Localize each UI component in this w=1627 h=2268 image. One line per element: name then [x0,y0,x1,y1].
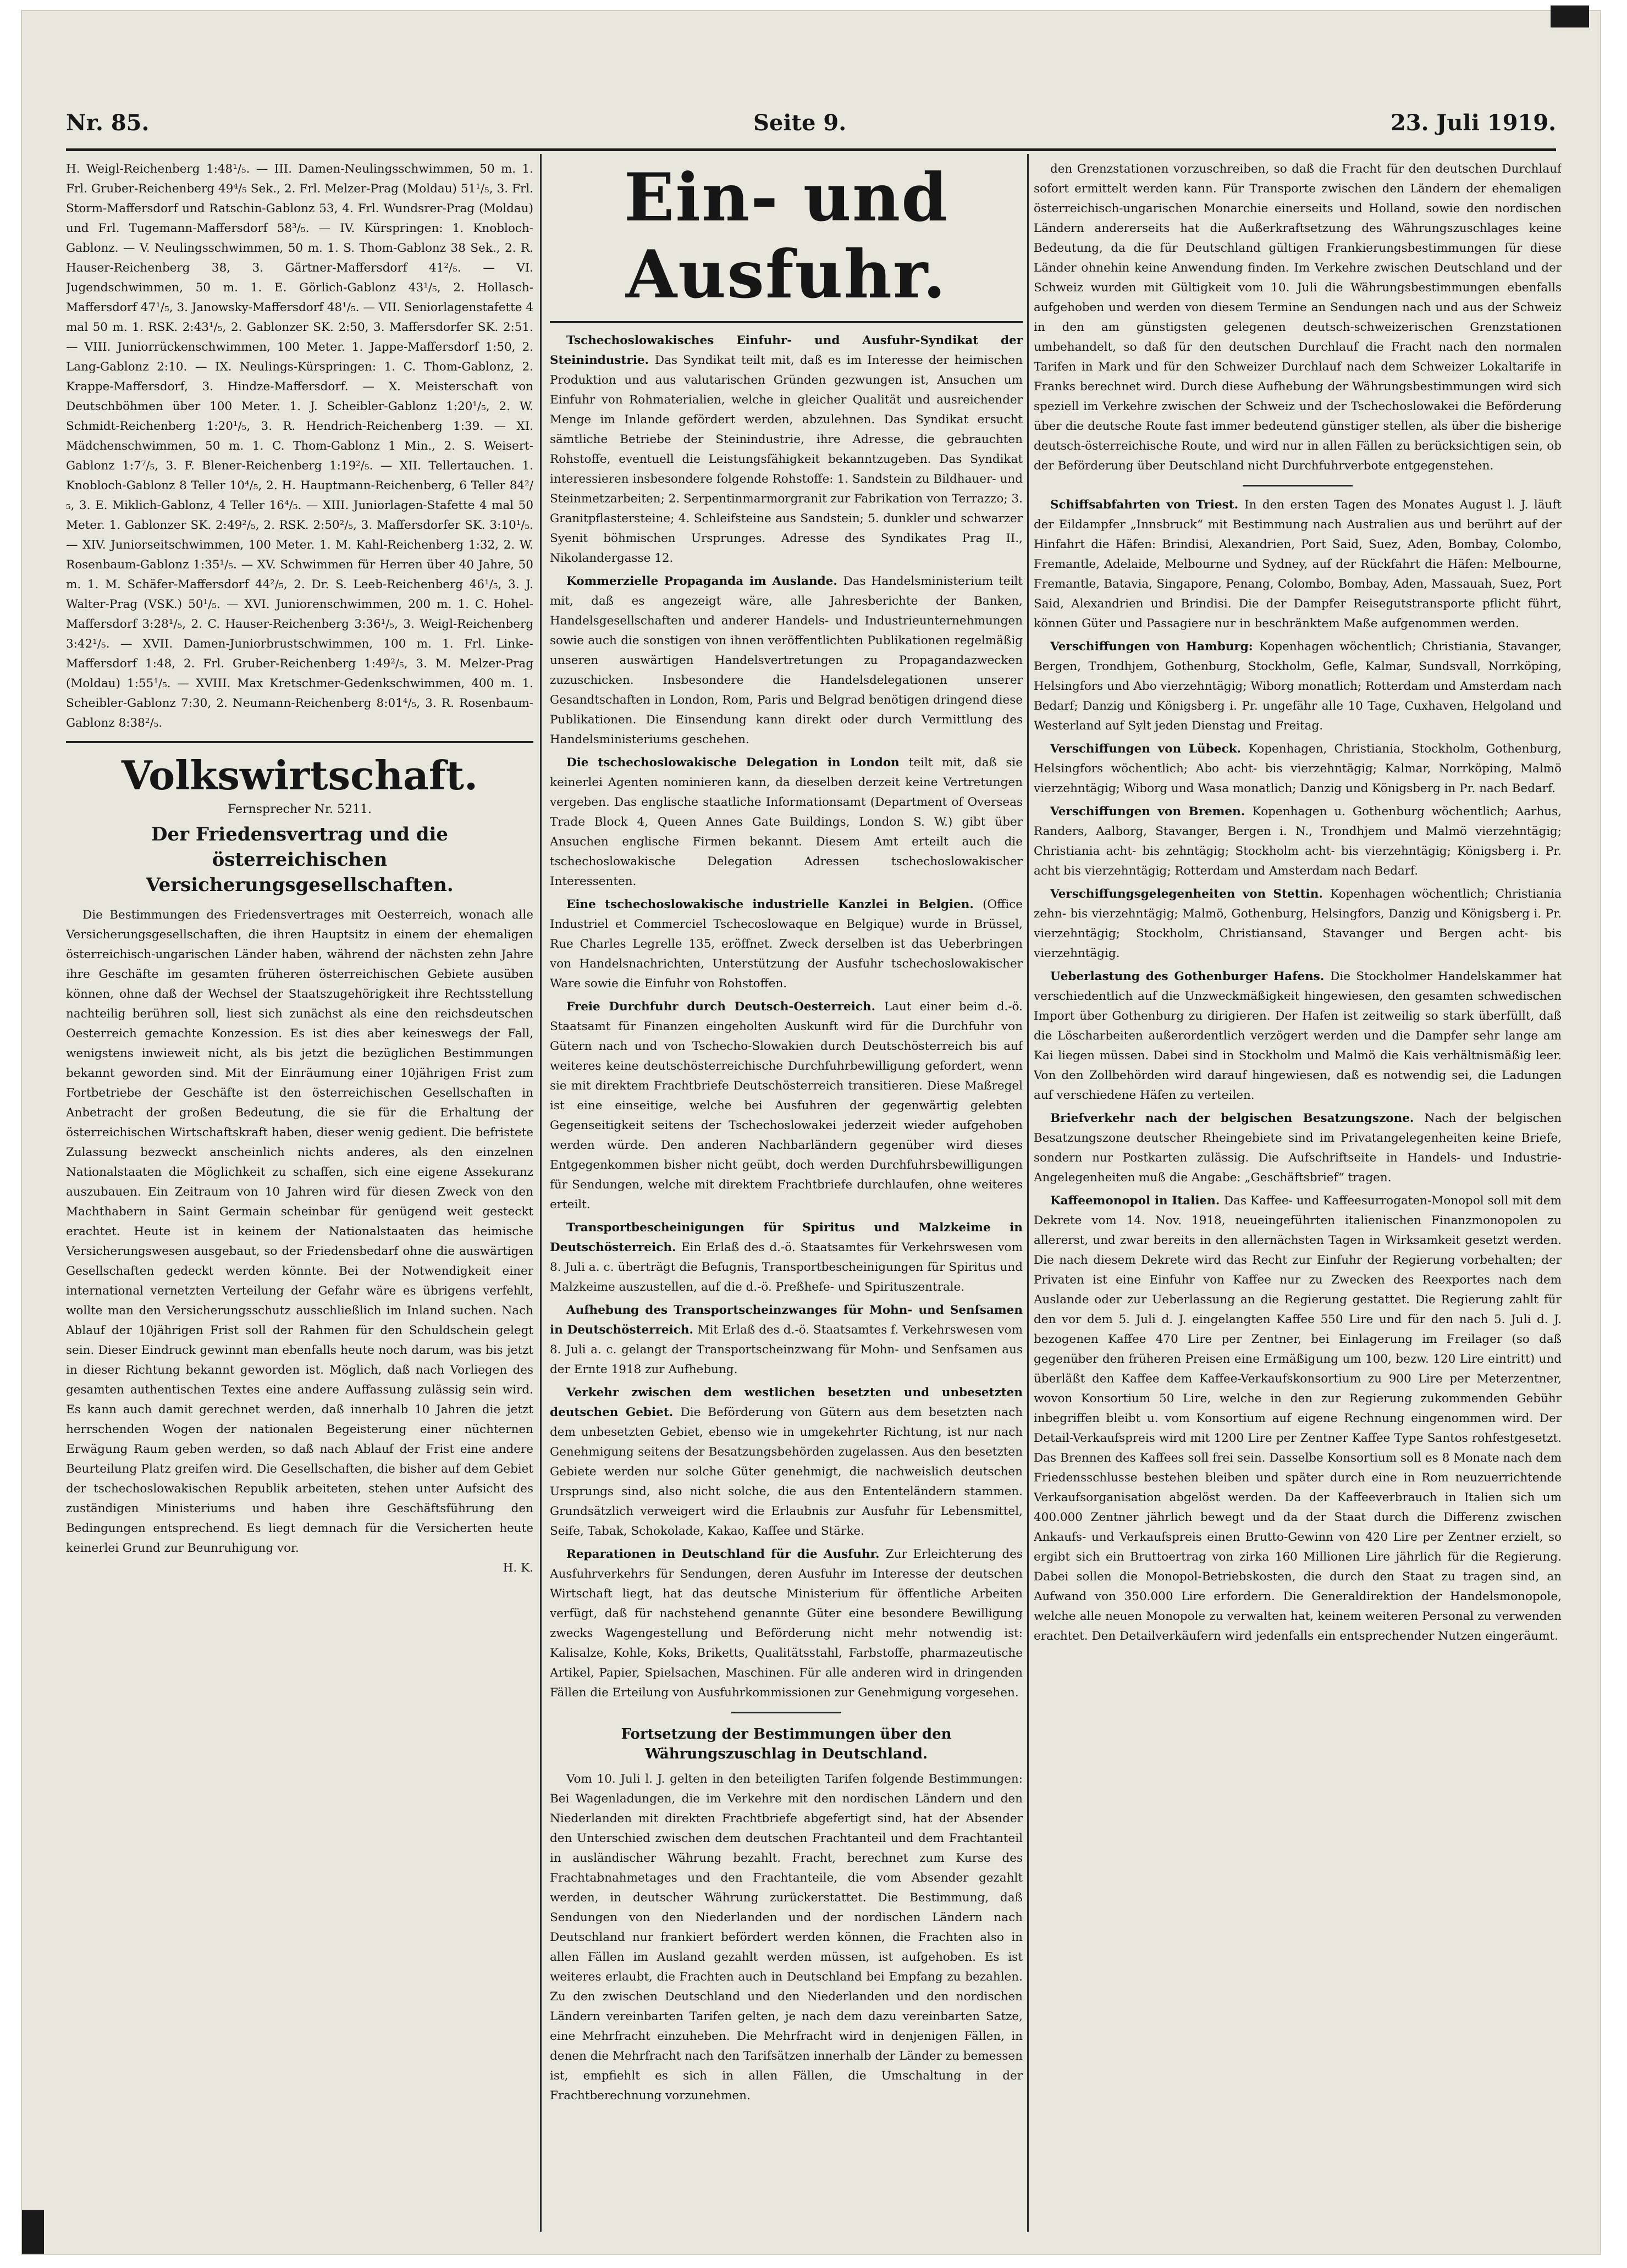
paragraph-lead: Kaffeemonopol in Italien. [1050,1194,1224,1208]
paragraph-lead: Verschiffungen von Lübeck. [1050,742,1249,756]
paragraph-lead: Die tschechoslowakische Delegation in London [566,756,909,770]
page-number: Seite 9. [753,110,847,136]
news-paragraph [1034,1109,1562,1188]
shipping-news-list [1034,495,1562,1646]
article-title: Fortsetzung der Bestimmungen über den Währungszuschlag in Deutschland. [621,1726,952,1762]
column-left [66,159,533,2232]
article-text: Die Bestimmungen des Friedensvertrages mit Oesterreich, wonach alle Versicherungsgesellschaften, die ihren Hauptsitz in einem der ehemaligen österreichisch-ungarischen Länder haben, während der nächsten zehn Jahre ihre Geschäfte im gesamten früheren österreichischen Gebiete ausüben können, ohne daß der Wechsel der Staatszugehörigkeit ihre Rechtsstellung nachteilig berühren soll, liest sich zunächst als eine den reichsdeutschen Oesterreich gemachte Konzession. Es ist dies aber keineswegs der Fall, wenigstens inwieweit nicht, als bis jetzt die bezüglichen Bestimmungen bekannt geworden sind. Mit der Einräumung einer 10jährigen Frist zum Fortbetriebe der Geschäfte ist den österreichischen Gesellschaften in Anbetracht der großen Bedeutung, die sie für die Erhaltung der österreichischen Wirtschaftskraft haben, dieser wenig gedient. Die befristete Zulassung bezweckt anscheinlich nichts anderes, als den einzelnen Nationalstaaten die Möglichkeit zu schaffen, sich eine eigene Assekuranz auszubauen. Ein Zeitraum von 10 Jahren wird für diesen Zweck von den Machthabern in Saint Germain scheinbar für genügend weit gesteckt erachtet. Heute ist in keinem der Nationalstaaten das heimische Versicherungswesen ausgebaut, so der Friedensbedarf ohne die auswärtigen Gesellschaften gedeckt werden könnte. Bei der Notwendigkeit einer international vernetzten Verteilung der Gefahr wäre es übrigens verfehlt, wollte man den Versicherungsschutz ausschließlich im Inland suchen. Nach Ablauf der 10jährigen Frist soll der Rahmen für den Schuldschein gelegt sein. Dieser Eindruck gewinnt man ebenfalls heute noch darum, was bis jetzt in dieser Richtung bekannt geworden ist. Möglich, daß nach Vorliegen des gesamten authentischen Textes eine andere Auffassung zulässig sein wird. Es kann auch damit gerechnet werden, daß innerhalb 10 Jahren die jetzt herrschenden Wogen der nationalen Begeisterung einer nüchternen Erwägung Raum geben werden, so daß nach Ablauf der Frist eine andere Beurteilung Platz greifen wird. Die Gesellschaften, die bisher auf dem Gebiet der tschechoslowakischen Republik arbeiteten, stehen unter Aufsicht des zuständigen Ministeriums und haben ihre Geschäftsführung den Bedingungen entsprechend. Es liegt demnach für die Versicherten heute keinerlei Grund zur Beunruhigung vor. [66,908,533,1555]
paragraph-text: Kopenhagen wöchentlich; Christiania, Stavanger, Bergen, Trondhjem, Gothenburg, Stockholm, Gefle, Kalmar, Sundsvall, Norrköping, Helsingfors und Abo vierzehntägig; Wiborg monatlich; Rotterdam und Amsterdam nach Bedarf; Danzig und Königsberg i. Pr. ungefähr alle 10 Tage, Cuxhaven, Helgoland und Westerland auf Sylt jeden Dienstag und Freitag. [1034,640,1562,733]
news-paragraph [1034,884,1562,964]
paragraph-text: Mit Erlaß des d.-ö. Staatsamtes f. Verkehrswesen vom 8. Juli a. c. gelangt der Transportscheinzwang für Mohn- und Senfsamen aus der Ernte 1918 zur Aufhebung. [550,1323,1023,1376]
news-paragraph [1034,495,1562,634]
paragraph-text: (Office Industriel et Commerciel Tschecoslowaque en Belgique) wurde in Brüssel, Rue Charles Legrelle 135, eröffnet. Zweck derselben ist das Ueberbringen von Handelsnachrichten, Unterstützung der Ausfuhr tschechoslowakischer Ware sowie die Einfuhr von Rohstoffen. [550,898,1023,991]
paragraph-text: Das Kaffee- und Kaffeesurrogaten-Monopol soll mit dem Dekrete vom 14. Nov. 1918, neueingeführten italienischen Finanzmonopolen zu allererst, und zwar bereits in den allernächsten Tagen in Wirksamkeit gesetzt werden. Die nach diesem Dekrete wird das Recht zur Einfuhr der Regierung vorbehalten; der Privaten ist eine Einfuhr von Kaffee nur zu Zwecken des Reexportes nach dem Auslande oder zur Ueberlassung an die Regierung gestattet. Die Regierung zahlt für den vor dem 5. Juli d. J. eingelangten Kaffee 550 Lire und für den nach 5. Juli d. J. bezogenen Kaffee 470 Lire per Zentner, bei Einlagerung im Freilager (so daß gegenüber den früheren Preisen eine Ermäßigung um 100, bezw. 120 Lire eintritt) und überläßt den Kaffee dem Kaffee-Verkaufskonsortium zu 900 Lire per Meterzentner, wovon Konsortium 50 Lire, welche in den zur Regierung zukommenden Gebühr inbegriffen bleibt u. vom Konsortium auf eigene Rechnung eingenommen wird. Der Detail-Verkaufspreis wird mit 1200 Lire per Zentner Kaffee Type Santos rohfestgesetzt. Das Brennen des Kaffees soll frei sein. Dasselbe Konsortium soll es 8 Monate nach dem Friedensschlusse bestehen bleiben und später durch eine in Rom neuzuerrichtende Verkaufsorganisation abgelöst werden. Da der Kaffeeverbrauch in Italien sich um 400.000 Zentner jährlich bewegt und da der Staat durch die Differenz zwischen Ankaufs- und Verkaufspreis einen Brutto-Gewinn von 420 Lire per Zentner erzielt, so ergibt sich ein Bruttoertrag von zirka 160 Millionen Lire jährlich für die Regierung. Dabei sollen die Monopol-Betriebskosten, die durch den Staat zu tragen sind, an Aufwand von 350.000 Lire erfordern. Die Generaldirektion der Handelsmonopole, welche alle neuen Monopole zu verwalten hat, keinem weiteren Personal zu verwenden erachtet. Den Detailverkäufern wird jedenfalls ein entsprechender Nutzen eingeräumt. [1034,1194,1562,1643]
paragraph-lead: Tschechoslowakisches Einfuhr- und Ausfuhr-Syndikat der Steinindustrie. [550,334,1023,367]
news-paragraph [550,753,1023,892]
section-divider [66,741,533,743]
paragraph-text: In den ersten Tagen des Monates August l. J. läuft der Eildampfer „Innsbruck“ mit Bestimmung nach Australien aus und berührt auf der Hinfahrt die Häfen: Brindisi, Alexandrien, Port Said, Suez, Aden, Bombay, Colombo, Fremantle, Adelaide, Melbourne und Sydney, auf der Rückfahrt die Häfen: Melbourne, Fremantle, Batavia, Singapore, Penang, Colombo, Bombay, Aden, Massauah, Suez, Port Said, Alexandrien und Brindisi. Die der Dampfer Reisegutstransporte pflicht führt, können Güter und Passagiere nur in beschränktem Maße aufgenommen werden. [1034,498,1562,630]
issue-number: Nr. 85. [66,110,150,136]
news-paragraph [550,572,1023,750]
paragraph-lead: Verschiffungen von Hamburg: [1050,640,1259,654]
paragraph-lead: Verkehr zwischen dem westlichen besetzten und unbesetzten deutschen Gebiet. [550,1386,1023,1419]
paragraph-lead: Schiffsabfahrten von Triest. [1050,498,1245,512]
column-rule [540,154,542,2232]
paragraph-lead: Aufhebung des Transportscheinzwanges für Mohn- und Senfsamen in Deutschösterreich. [550,1303,1023,1337]
column-middle [550,159,1023,2232]
column-rule [1027,154,1029,2232]
news-paragraph [550,1218,1023,1297]
paragraph-text: Kopenhagen, Christiania, Stockholm, Gothenburg, Helsingfors wöchentlich; Abo acht- bis vierzehntägig; Kalmar, Norrköping, Malmö vierzehntägig; Wiborg und Wasa monatlich; Danzig und Königsberg in Pr. nach Bedarf. [1034,742,1562,795]
paragraph-lead: Verschiffungen von Bremen. [1050,805,1253,818]
trade-news-list [550,331,1023,2106]
page-header [66,104,1556,151]
paragraph-text: teilt mit, daß sie keinerlei Agenten nominieren kann, da dieselben derzeit keine Vertretungen vergeben. Das englische staatliche Informationsamt (Department of Overseas Trade Block 4, Queen Annes Gate Buildings, London S. W.) gibt über Ansuchen englische Firmen bekannt. Diesem Amt erteilt auch die tschechoslowakische Delegation Adressen tschechoslowakischer Interessenten. [550,756,1023,888]
section-divider [1243,485,1353,486]
news-paragraph [1034,1191,1562,1646]
paragraph-lead: Freie Durchfuhr durch Deutsch-Oesterreich. [566,1000,884,1014]
news-paragraph [550,331,1023,568]
section-divider [731,1712,841,1713]
registration-mark [22,2210,44,2254]
section-phone: Fernsprecher Nr. 5211. [227,803,372,816]
news-paragraph [1034,739,1562,799]
article-signature: H. K. [503,1561,533,1575]
paragraph-lead: Eine tschechoslowakische industrielle Kanzlei in Belgien. [566,898,983,911]
paragraph-lead: Briefverkehr nach der belgischen Besatzungszone. [1050,1111,1425,1125]
paragraph-text: Die Beförderung von Gütern aus dem besetzten nach dem unbesetzten Gebiet, ebenso wie in umgekehrter Richtung, ist nur nach Genehmigung seitens der Besatzungsbehörden zugelassen. Aus den besetzten Gebiete werden nur solche Güter genehmigt, die nachweislich deutschen Ursprungs sind, also nicht solche, die aus den Ententeländern stammen. Grundsätzlich verweigert wird die Erlaubnis zur Ausfuhr für Lebensmittel, Seife, Tabak, Schokolade, Kakao, Kaffee und Stärke. [550,1406,1023,1538]
main-headline: Ein- und Ausfuhr. [624,159,949,313]
news-paragraph [550,1383,1023,1541]
paragraph-text: Laut einer beim d.-ö. Staatsamt für Finanzen eingeholten Auskunft wird für die Durchfuhr von Gütern nach und von Tschecho-Slowakien durch Deutschösterreich bis auf weiteres keine deutschösterreichische Durchfuhrbewilligung gefordert, wenn sie mit direktem Frachtbriefe Deutschösterreich transitieren. Diese Maßregel ist eine einseitige, welche bei Ausfuhren der gegenwärtig gelebten Gegenseitigkeit seitens der Tschechoslowakei jederzeit wieder aufgehoben werden würde. Den anderen Nachbarländern gegenüber wird dieses Entgegenkommen bisher nicht geübt, doch werden Durchfuhrsbewilligungen für Sendungen, welche mit direktem Frachtbriefe durchlaufen, ohne weiteres erteilt. [550,1000,1023,1212]
registration-mark [1551,5,1589,27]
section-title: Volkswirtschaft. [121,752,478,799]
news-paragraph [550,1301,1023,1380]
paragraph-text: Nach der belgischen Besatzungszone deutscher Rheingebiete sind im Privatangelegenheiten keine Briefe, sondern nur Postkarten zulässig. Die Aufschriftseite in Handels- und Industrie-Angelegenheiten muß die Angabe: „Geschäftsbrief“ tragen. [1034,1111,1562,1185]
sport-results: H. Weigl-Reichenberg 1:48¹/₅. — III. Damen-Neulingsschwimmen, 50 m. 1. Frl. Gruber-Reichenberg 49⁴/₅ Sek., 2. Frl. Melzer-Prag (Moldau) 51¹/₅, 3. Frl. Storm-Maffersdorf und Ratschin-Gablonz 53, 4. Frl. Wundsrer-Prag (Moldau) und Frl. Tugemann-Maffersdorf 58³/₅. — IV. Kürspringen: 1. Knobloch-Gablonz. — V. Neulingsschwimmen, 50 m. 1. S. Thom-Gablonz 38 Sek., 2. R. Hauser-Reichenberg 38, 3. Gärtner-Maffersdorf 41²/₅. — VI. Jugendschwimmen, 50 m. 1. E. Görlich-Gablonz 43¹/₅, 2. Hollasch-Maffersdorf 47¹/₅, 3. Janowsky-Maffersdorf 48¹/₅. — VII. Seniorlagenstafette 4 mal 50 m. 1. RSK. 2:43¹/₅, 2. Gablonzer SK. 2:50, 3. Maffersdorfer SK. 2:51. — VIII. Juniorrückenschwimmen, 100 Meter. 1. Jappe-Maffersdorf 1:50, 2. Lang-Gablonz 2:10. — IX. Neulings-Kürspringen: 1. C. Thom-Gablonz, 2. Krappe-Maffersdorf, 3. Hindze-Maffersdorf. — X. Meisterschaft von Deutschböhmen über 100 Meter. 1. J. Scheibler-Gablonz 1:20¹/₅, 2. W. Schmidt-Reichenberg 1:20¹/₅, 3. R. Hendrich-Reichenberg 1:39. — XI. Mädchenschwimmen, 50 m. 1. C. Thom-Gablonz 1 Min., 2. S. Weisert-Gablonz 1:7⁷/₅, 3. F. Blener-Reichenberg 1:19²/₅. — XII. Tellertauchen. 1. Knobloch-Gablonz 8 Teller 10⁴/₅, 2. H. Hauptmann-Reichenberg, 6 Teller 84²/₅, 3. E. Miklich-Gablonz, 4 Teller 16⁴/₅. — XIII. Juniorlagen-Stafette 4 mal 50 Meter. 1. Gablonzer SK. 2:49²/₅, 2. RSK. 2:50²/₅, 3. Maffersdorfer SK. 3:10¹/₅. — XIV. Juniorseitschwimmen, 100 Meter. 1. M. Kahl-Reichenberg 1:32, 2. W. Rosenbaum-Gablonz 1:35¹/₅. — XV. Schwimmen für Herren über 40 Jahre, 50 m. 1. M. Schäfer-Maffersdorf 44²/₅, 2. Dr. S. Leeb-Reichenberg 46¹/₅, 3. J. Walter-Prag (VSK.) 50¹/₅. — XVI. Juniorenschwimmen, 200 m. 1. C. Hohel-Maffersdorf 3:28¹/₅, 2. C. Hauser-Reichenberg 3:36¹/₅, 3. Weigl-Reichenberg 3:42¹/₅. — XVII. Damen-Juniorbrustschwimmen, 100 m. 1. Frl. Linke-Maffersdorf 1:48, 2. Frl. Gruber-Reichenberg 1:49²/₅, 3. M. Melzer-Prag (Moldau) 1:55¹/₅. — XVIII. Max Kretschmer-Gedenkschwimmen, 400 m. 1. Scheibler-Gablonz 7:30, 2. Neumann-Reichenberg 8:01⁴/₅, 3. R. Rosenbaum-Gablonz 8:38²/₅. [66,162,533,730]
column-right [1034,159,1562,2232]
paragraph-text: Kopenhagen u. Gothenburg wöchentlich; Aarhus, Randers, Aalborg, Stavanger, Bergen i. N., Trondhjem und Malmö vierzehntägig; Christiania acht- bis zehntägig; Stockholm acht- bis vierzehntägig; Königsberg i. Pr. acht bis vierzehntägig; Rotterdam und Amsterdam nach Bedarf. [1034,805,1562,878]
issue-date: 23. Juli 1919. [1390,110,1556,136]
paragraph-text: Kopenhagen wöchentlich; Christiania zehn- bis vierzehntägig; Malmö, Gothenburg, Helsingfors, Danzig und Königsberg i. Pr. vierzehntägig; Stockholm, Christiansand, Stavanger und Bergen acht- bis vierzehntägig. [1034,887,1562,960]
article-title: Der Friedensvertrag und die österreichischen Versicherungsgesellschaften. [146,823,454,896]
paragraph-lead: Transportbescheinigungen für Spiritus und Malzkeime in Deutschösterreich. [550,1221,1023,1254]
paragraph-text: Die Stockholmer Handelskammer hat verschiedentlich auf die Unzweckmäßigkeit hingewiesen, den gesamten schwedischen Import über Gothenburg zu dirigieren. Der Hafen ist zeitweilig so stark überfüllt, daß die Löscharbeiten außerordentlich verzögert werden und die Dampfer sehr lange am Kai liegen müssen. Dabei sind in Stockholm und Malmö die Kais verhältnismäßig leer. Von den Zollbehörden wird darauf hingewiesen, daß es notwendig sei, die Ladungen auf verschiedene Häfen zu verteilen. [1034,970,1562,1102]
paragraph-text: Das Syndikat teilt mit, daß es im Interesse der heimischen Produktion und aus valutarischen Gründen gezwungen ist, Ansuchen um Einfuhr von Rohmaterialien, welche in gleicher Qualität und ausreichender Menge im Inlande gefördert werden, abzulehnen. Das Syndikat ersucht sämtliche Betriebe der Steinindustrie, ihre Adresse, die gebrauchten Rohstoffe, eventuell die Leistungsfähigkeit bekanntzugeben. Das Syndikat interessieren insbesondere folgende Rohstoffe: 1. Sandstein zu Bildhauer- und Steinmetzarbeiten; 2. Serpentinmarmorgranit zur Fabrikation von Terrazzo; 3. Granitpflastersteine; 4. Schleifsteine aus Sandstein; 5. dunkler und schwarzer Syenit böhmischen Ursprunges. Adresse des Syndikates Prag II., Nikolandergasse 12. [550,353,1023,565]
news-paragraph [1034,637,1562,736]
continued-text: den Grenzstationen vorzuschreiben, so daß die Fracht für den deutschen Durchlauf sofort ermittelt werden kann. Für Transporte zwischen den Ländern der ehemaligen österreichisch-ungarischen Monarchie einerseits und Holland, sowie den nordischen Ländern andererseits hat die Außerkraftsetzung des Währungszuschlages keine Bedeutung, da die für Deutschland gültigen Frankierungsbestimmungen für diese Länder ohnehin keine Anwendung finden. Im Verkehre zwischen Deutschland und der Schweiz wurden mit Gültigkeit vom 10. Juli die Währungsbestimmungen ebenfalls aufgehoben und werden von diesem Termine an Sendungen nach und aus der Schweiz in den am günstigsten gelegenen deutsch-schweizerischen Grenzstationen umbehandelt, so daß für den deutschen Durchlauf die Fracht nach den normalen Tarifen in Mark und für den Schweizer Durchlauf nach dem Schweizer Lokaltarife in Franks berechnet wird. Durch diese Aufhebung der Währungsbestimmungen wird sich speziell im Verkehre zwischen der Schweiz und der Tschechoslowakei die Beförderung über die deutsche Route fast immer bedeutend günstiger stellen, als über die bisherige deutsch-österreichische Route, und wird nur in allen Fällen zu berücksichtigen sein, ob der Beförderung über Deutschland nicht Durchfuhrverbote entgegenstehen. [1034,162,1562,473]
paragraph-lead: Ueberlastung des Gothenburger Hafens. [1050,970,1331,983]
paragraph-lead: Kommerzielle Propaganda im Auslande. [566,574,843,588]
paragraph-text: Vom 10. Juli l. J. gelten in den beteiligten Tarifen folgende Bestimmungen: Bei Wagenladungen, die im Verkehre mit den nordischen Ländern und den Niederlanden mit direkten Frachtbriefe abgefertigt sind, hat der Absender den Unterschied zwischen dem deutschen Frachtanteil und dem Frachtanteil in ausländischer Währung bezahlt. Fracht, berechnet zum Kurse des Frachtabnahmetages und den Frachtanteile, die vom Absender gezahlt werden, in deutscher Währung zurückerstattet. Die Bestimmung, daß Sendungen von den Niederlanden und der nordischen Ländern nach Deutschland nur frankiert befördert werden können, die Frachten also in allen Fällen im Ausland gezahlt werden müssen, ist aufgehoben. Es ist weiteres erlaubt, die Frachten auch in Deutschland bei Empfang zu bezahlen. Zu den zwischen Deutschland und den Niederlanden und den nordischen Ländern vereinbarten Tarifen gelten, je nach dem dazu vereinbarten Satze, eine Mehrfracht einzuheben. Die Mehrfracht wird in denjenigen Fällen, in denen die Mehrfracht nach den Tarifsätzen innerhalb der Länder zu bemessen ist, empfiehlt es sich in allen Fällen, die Umschaltung in der Frachtberechnung vorzunehmen. [550,1772,1023,2103]
paragraph-lead: Reparationen in Deutschland für die Ausfuhr. [566,1547,886,1561]
news-paragraph [1034,802,1562,881]
newspaper-page [22,11,1600,2254]
paragraph-text: Ein Erlaß des d.-ö. Staatsamtes für Verkehrswesen vom 8. Juli a. c. überträgt die Befugnis, Transportbescheinigungen für Spiritus und Malzkeime auszustellen, auf die d.-ö. Preßhefe- und Spirituszentrale. [550,1241,1023,1294]
news-paragraph [550,997,1023,1215]
news-paragraph [550,1545,1023,1703]
news-paragraph [1034,967,1562,1105]
news-paragraph [550,895,1023,994]
paragraph-text: Zur Erleichterung des Ausfuhrverkehrs für Sendungen, deren Ausfuhr im Interesse der deutschen Wirtschaft liegt, hat das deutsche Ministerium für öffentliche Arbeiten verfügt, daß für nachstehend genannte Güter eine besondere Bewilligung zwecks Wagengestellung und Beförderung nicht mehr notwendig ist: Kalisalze, Kohle, Koks, Briketts, Qualitätsstahl, Farbstoffe, pharmazeutische Artikel, Papier, Spielsachen, Maschinen. Für alle anderen wird in dringenden Fällen die Erteilung von Ausfuhrkommissionen zur Genehmigung vorgesehen. [550,1547,1023,1700]
paragraph-lead: Verschiffungsgelegenheiten von Stettin. [1050,887,1331,901]
news-paragraph [550,1769,1023,2106]
section-divider [550,321,1023,323]
paragraph-text: Das Handelsministerium teilt mit, daß es angezeigt wäre, alle Jahresberichte der Banken, Handelsgesellschaften und anderer Handels- und Industrieunternehmungen sowie auch die sonstigen von ihnen veröffentlichten Publikationen regelmäßig unseren auswärtigen Handelsvertretungen zu Propagandazwecken zuzuschicken. Insbesondere die Handelsdelegationen unserer Gesandtschaften in London, Rom, Paris und Belgrad benötigen dringend diese Publikationen. Die Einsendung kann direkt oder durch Vermittlung des Handelsministeriums geschehen. [550,574,1023,746]
